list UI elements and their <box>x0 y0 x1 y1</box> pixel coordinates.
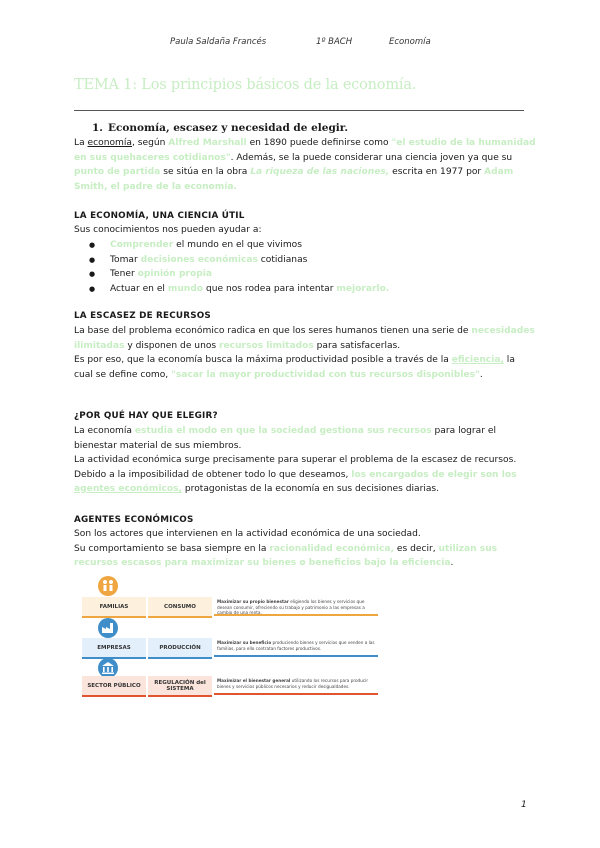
header-author: Paula Saldaña Francés <box>170 37 267 47</box>
government-building-icon <box>98 658 118 678</box>
list-item: ● Tomar decisiones económicas cotidianas <box>74 253 389 268</box>
diagram-row-empresas: EMPRESAS PRODUCCIÓN Maximizar su beneficio produciendo bienes y servicios que venden a las familias, para ello contratan factores productivos. <box>82 638 380 657</box>
agentes-diagram <box>82 576 380 698</box>
highlight-punto-partida: punto de partida <box>74 167 161 177</box>
heading-agentes: AGENTES ECONÓMICOS <box>74 515 194 525</box>
highlight-marshall: Alfred Marshall <box>168 138 247 148</box>
diagram-row-sector-publico: SECTOR PÚBLICO REGULACIÓN del SISTEMA Maximizar el bienestar general utilizando los recursos para producir bienes y servicios públicos necesarios y reducir desigualdades. <box>82 676 380 695</box>
ciencia-lead: Sus conocimientos nos pueden ayudar a: <box>74 225 262 235</box>
section-number: 1. <box>92 122 103 134</box>
heading-ciencia-util: LA ECONOMÍA, UNA CIENCIA ÚTIL <box>74 211 245 221</box>
header-course: 1º BACH <box>316 37 353 47</box>
elegir-paragraph: La economía estudia el modo en que la sociedad gestiona sus recursos para lograr el bienestar material de sus miembros. La actividad económica surge precisamente para superar el problema de la escasez de recursos. Debido a la imposibilidad de obtener todo lo que deseamos, los encargados de elegir son los agentes económicos, protagonistas de la economía en sus decisiones diarias. <box>74 426 517 494</box>
highlight-adam-smith: Adam Smith, el padre de la economía. <box>74 167 514 192</box>
page-number: 1 <box>521 800 527 810</box>
title-divider <box>74 110 524 111</box>
heading-elegir: ¿POR QUÉ HAY QUE ELEGIR? <box>74 411 218 421</box>
diagram-row-familias: FAMILIAS CONSUMO Maximizar su propio bienestar eligiendo los bienes y servicios que desean consumir, ofreciendo su trabajo y patrimonio a las empresas a cambio de una renta. <box>82 597 380 616</box>
factory-icon <box>98 618 118 638</box>
section-title: Economía, escasez y necesidad de elegir. <box>108 122 349 134</box>
header-subject: Economía <box>389 37 431 47</box>
highlight-obra: La riqueza de las naciones, <box>250 167 390 177</box>
escasez-paragraph: La base del problema económico radica en que los seres humanos tienen una serie de necesidades ilimitadas y disponen de unos recursos limitados para satisfacerlas. Es por eso, que la economía busca la máxima productividad posible a través de la eficiencia, la cual se define como, "sacar la mayor productividad con tus recursos disponibles". <box>74 326 535 380</box>
term-economia: economía <box>87 138 132 148</box>
agentes-paragraph: Son los actores que intervienen en la actividad económica de una sociedad. Su comportamiento se basa siempre en la racionalidad económica, es decir, utilizan sus recursos escasos para maximizar su bienes o beneficios bajo la eficiencia. <box>74 529 498 568</box>
page-header <box>0 37 600 51</box>
section-1-heading <box>92 122 348 134</box>
document-title: TEMA 1: Los principios básicos de la economía. <box>74 77 417 93</box>
ciencia-bullet-list <box>74 238 389 296</box>
list-item: ● Comprender el mundo en el que vivimos <box>74 238 389 253</box>
list-item: ● Actuar en el mundo que nos rodea para intentar mejorarlo. <box>74 282 389 297</box>
highlight-definition: "el estudio de la humanidad en sus quehaceres cotidianos" <box>74 138 536 163</box>
heading-escasez: LA ESCASEZ DE RECURSOS <box>74 311 211 321</box>
list-item: ● Tener opinión propia <box>74 267 389 282</box>
families-icon <box>98 576 118 596</box>
intro-paragraph: La economía, según Alfred Marshall en 1890 puede definirse como "el estudio de la humanidad en sus quehaceres cotidianos". Además, se la puede considerar una ciencia joven ya que su punto de partida se sitúa en la obra La riqueza de las naciones, escrita en 1977 por Adam Smith, el padre de la economía. <box>74 138 536 192</box>
